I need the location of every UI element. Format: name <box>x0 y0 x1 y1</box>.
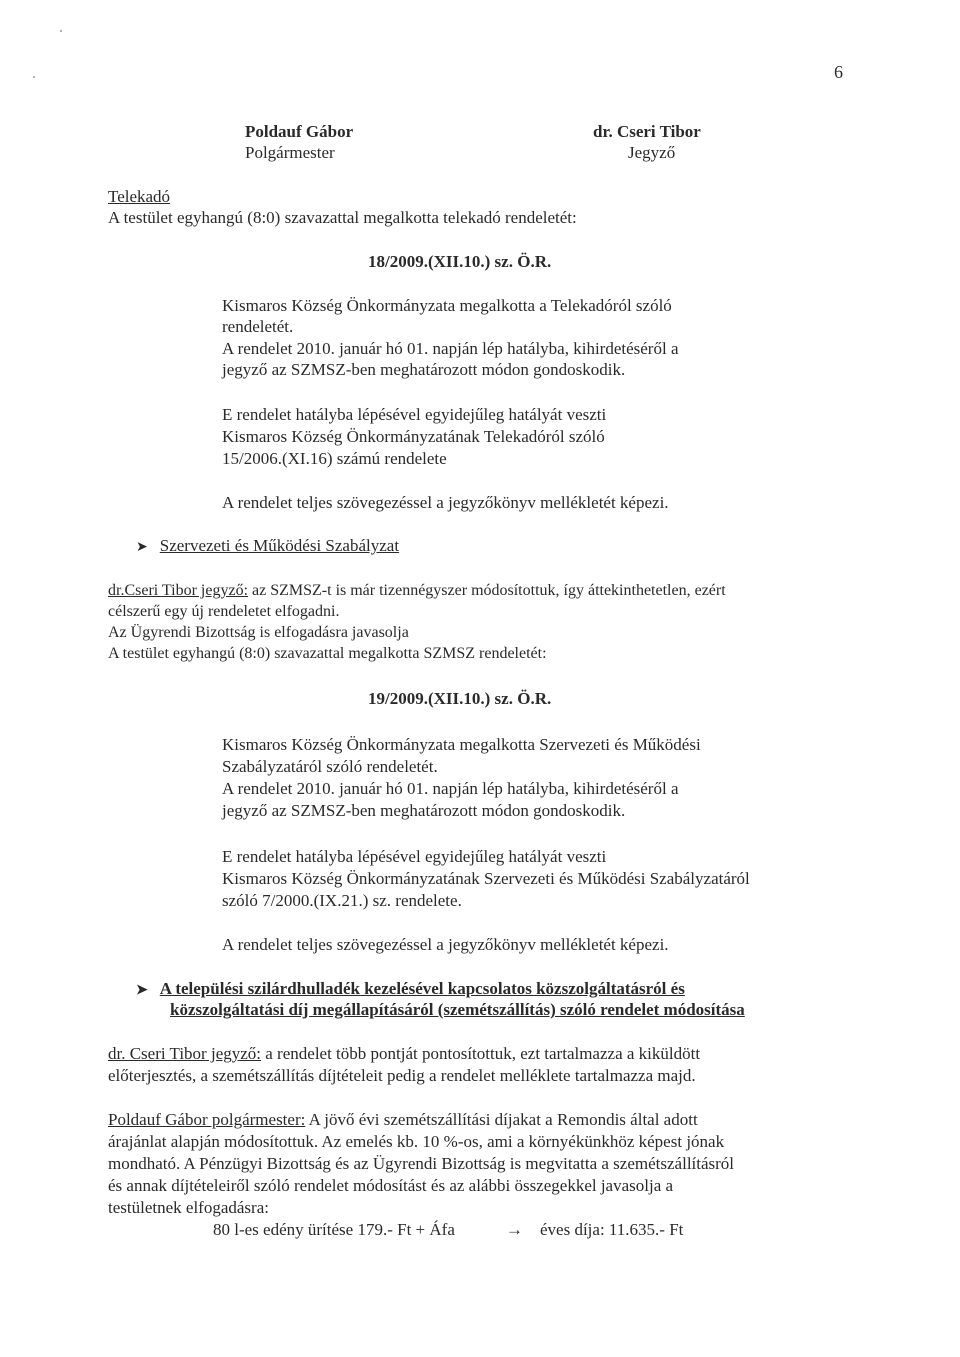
telekado-decree-number: 18/2009.(XII.10.) sz. Ö.R. <box>368 252 552 271</box>
section-heading-telekado: Telekadó <box>108 187 171 206</box>
waste-speech1-line: előterjesztés, a szemétszállítás díjtételeit pedig a rendelet melléklete tartalmazza majd. <box>108 1066 696 1085</box>
telekado-intro: A testület egyhangú (8:0) szavazattal megalkotta telekadó rendeletét: <box>108 208 577 227</box>
telekado-line: Kismaros Község Önkormányzata megalkotta a Telekadóról szóló <box>222 296 672 315</box>
right-arrow-icon: → <box>506 1220 523 1239</box>
szmsz-annex: A rendelet teljes szövegezéssel a jegyzőkönyv mellékletét képezi. <box>222 935 669 954</box>
szmsz-speech-line: célszerű egy új rendeletet elfogadni. <box>108 603 340 620</box>
arrowhead-bullet-icon: ➤ <box>136 983 148 998</box>
fee-result: éves díja: 11.635.- Ft <box>540 1220 684 1239</box>
telekado-annex: A rendelet teljes szövegezéssel a jegyzőkönyv mellékletét képezi. <box>222 493 669 512</box>
telekado-repeal-line: Kismaros Község Önkormányzatának Telekadóról szóló <box>222 427 605 446</box>
waste-speech2-line: Poldauf Gábor polgármester: A jövő évi szemétszállítási díjakat a Remondis által adott <box>108 1110 698 1129</box>
szmsz-speech-line: dr.Cseri Tibor jegyző: az SZMSZ-t is már tizennégyszer módosítottuk, így áttekinthetetlen, ezért <box>108 582 726 599</box>
telekado-repeal-line: E rendelet hatályba lépésével egyidejűleg hatályát veszti <box>222 405 607 424</box>
speaker-label: dr. Cseri Tibor jegyző: <box>108 1044 262 1063</box>
waste-speech2-line: mondható. A Pénzügyi Bizottság és az Ügyrendi Bizottság is megvitatta a szemétszállításról <box>108 1154 735 1173</box>
section-heading-waste: A települési szilárdhulladék kezelésével kapcsolatos közszolgáltatásról és <box>159 979 685 998</box>
szmsz-repeal-line: Kismaros Község Önkormányzatának Szervezeti és Működési Szabályzatáról <box>222 869 750 888</box>
szmsz-line: A rendelet 2010. január hó 01. napján lép hatályba, kihirdetéséről a <box>222 779 679 798</box>
szmsz-line: Kismaros Község Önkormányzata megalkotta Szervezeti és Működési <box>222 735 701 754</box>
telekado-line: rendeletét. <box>222 317 294 336</box>
telekado-line: jegyző az SZMSZ-ben meghatározott módon gondoskodik. <box>222 360 626 379</box>
telekado-line: A rendelet 2010. január hó 01. napján lép hatályba, kihirdetéséről a <box>222 339 679 358</box>
waste-speech2-line: árajánlat alapján módosítottuk. Az emelés kb. 10 %-os, ami a környékünkhöz képest jónak <box>108 1132 725 1151</box>
scan-speck <box>33 76 35 78</box>
speaker-label: Poldauf Gábor polgármester: <box>108 1110 306 1129</box>
szmsz-line: jegyző az SZMSZ-ben meghatározott módon gondoskodik. <box>222 801 626 820</box>
section-heading-waste-cont: közszolgáltatási díj megállapításáról (szemétszállítás) szóló rendelet módosítása <box>170 1000 745 1019</box>
notary-name: dr. Cseri Tibor <box>593 122 701 141</box>
mayor-name: Poldauf Gábor <box>245 122 354 141</box>
szmsz-line: Szabályzatáról szóló rendeletét. <box>222 757 438 776</box>
speaker-label: dr.Cseri Tibor jegyző: <box>108 582 249 599</box>
waste-heading-row <box>136 978 846 1001</box>
section-heading-szmsz: Szervezeti és Működési Szabályzat <box>159 536 400 555</box>
page-number: 6 <box>834 62 843 82</box>
waste-speech1-line: dr. Cseri Tibor jegyző: a rendelet több pontját pontosítottuk, ezt tartalmazza a kiküldött <box>108 1044 701 1063</box>
szmsz-heading-row <box>136 535 399 558</box>
szmsz-repeal-line: szóló 7/2000.(IX.21.) sz. rendelete. <box>222 891 462 910</box>
waste-speech2-line: és annak díjtételeiről szóló rendelet módosítást és az alábbi összegekkel javasolja a <box>108 1176 674 1195</box>
scan-speck <box>60 30 62 32</box>
telekado-repeal-line: 15/2006.(XI.16) számú rendelete <box>222 449 447 468</box>
szmsz-decree-number: 19/2009.(XII.10.) sz. Ö.R. <box>368 689 552 708</box>
arrowhead-bullet-icon: ➤ <box>136 540 148 555</box>
szmsz-committee: Az Ügyrendi Bizottság is elfogadásra javasolja <box>108 624 409 641</box>
waste-speech2-line: testületnek elfogadásra: <box>108 1198 269 1217</box>
notary-title: Jegyző <box>628 143 676 162</box>
szmsz-repeal-line: E rendelet hatályba lépésével egyidejűleg hatályát veszti <box>222 847 607 866</box>
szmsz-intro: A testület egyhangú (8:0) szavazattal megalkotta SZMSZ rendeletét: <box>108 645 547 662</box>
fee-item: 80 l-es edény ürítése 179.- Ft + Áfa <box>213 1220 455 1239</box>
mayor-title: Polgármester <box>245 143 335 162</box>
